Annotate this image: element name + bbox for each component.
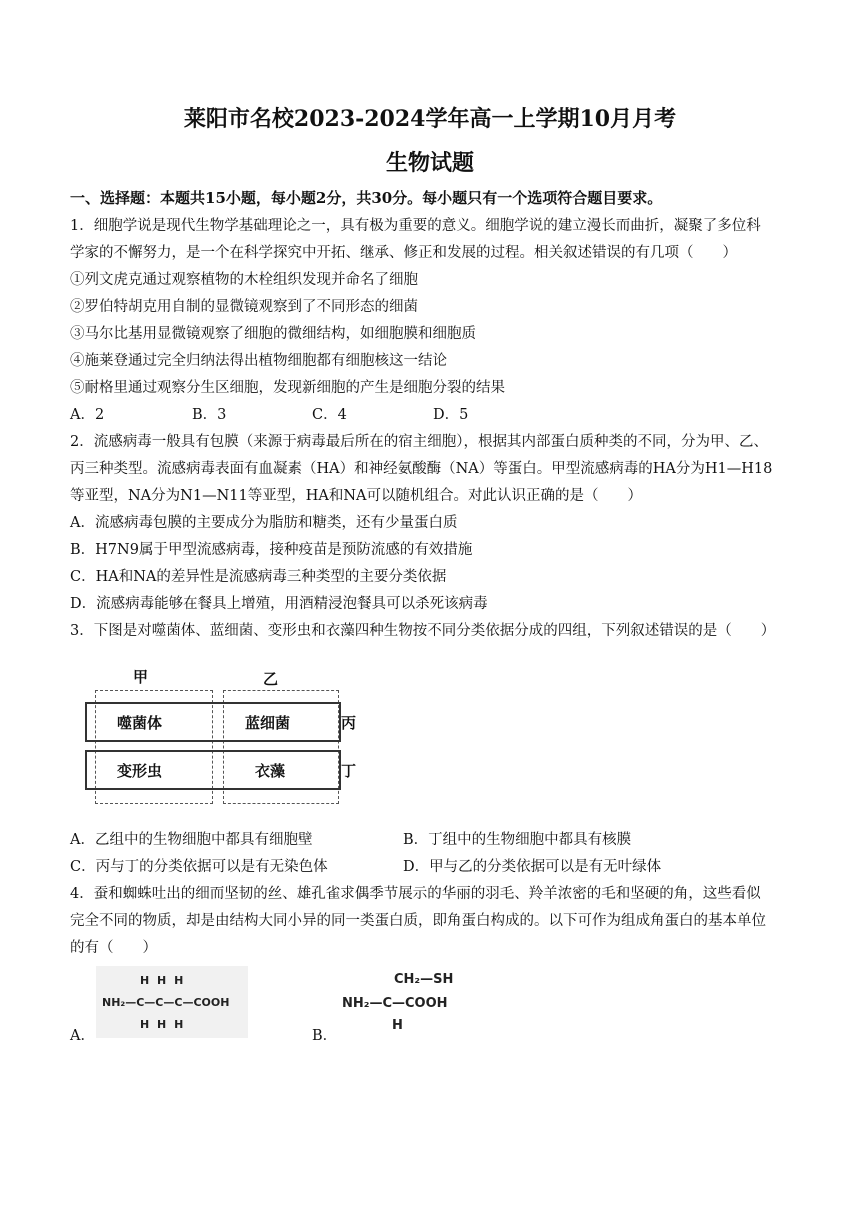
q4-stem-line1: 4．蚕和蜘蛛吐出的细而坚韧的丝、雄孔雀求偶季节展示的华丽的羽毛、羚羊浓密的毛和坚硬的角，这些看似 [70,886,761,902]
q2-option-c: C．HA和NA的差异性是流感病毒三种类型的主要分类依据 [70,569,447,585]
q1-stem-line2: 学家的不懈努力，是一个在科学探究中开拓、继承、修正和发展的过程。相关叙述错误的有几项（ ） [70,245,737,261]
q4-structure-a [96,966,248,1038]
mol-b-main-chain: NH₂—C—COOH [342,996,448,1011]
q2-stem-line2: 丙三种类型。流感病毒表面有血凝素（HA）和神经氨酸酶（NA）等蛋白。甲型流感病毒的HA分为H1—H18 [70,461,773,477]
q3-option-c: C．丙与丁的分类依据可以是有无染色体 [70,859,328,875]
q3-classification-figure [75,660,385,810]
mol-b-bottom-h: H [392,1018,403,1033]
q1-option-c: C．4 [312,407,347,423]
group-label-yi: 乙 [263,670,279,688]
q3-option-b: B．丁组中的生物细胞中都具有核膜 [403,832,632,848]
q2-stem-line1: 2．流感病毒一般具有包膜（来源于病毒最后所在的宿主细胞），根据其内部蛋白质种类的不同，分为甲、乙、 [70,434,768,450]
section-heading: 一、选择题：本题共15小题，每小题2分，共30分。每小题只有一个选项符合题目要求。 [70,189,663,207]
cell-amoeba: 变形虫 [117,762,163,780]
q1-option-d: D．5 [433,407,469,423]
group-label-ding: 丁 [341,762,357,780]
q4-stem-line3: 的有（ ） [70,940,157,956]
q4-structure-b [338,966,488,1038]
exam-subtitle: 生物试题 [385,150,474,176]
q4-option-b-label: B． [312,1028,338,1044]
exam-title: 莱阳市名校2023-2024学年高一上学期10月月考 [183,106,677,132]
mol-b-side-chain: CH₂—SH [394,972,454,987]
q4-stem-line2: 完全不同的物质，却是由结构大同小异的同一类蛋白质，即角蛋白构成的。以下可作为组成角蛋白的基本单位 [70,913,766,929]
cell-bacteriophage: 噬菌体 [117,714,163,732]
q2-option-b: B．H7N9属于甲型流感病毒，接种疫苗是预防流感的有效措施 [70,542,473,558]
q1-option-b: B．3 [192,407,227,423]
q1-option-a: A．2 [70,407,105,423]
q1-item-2: ②罗伯特胡克用自制的显微镜观察到了不同形态的细菌 [70,299,418,315]
q1-stem-line1: 1．细胞学说是现代生物学基础理论之一，具有极为重要的意义。细胞学说的建立漫长而曲折，凝聚了多位科 [70,218,761,234]
cell-chlamydomonas: 衣藻 [255,762,286,780]
q3-stem: 3．下图是对噬菌体、蓝细菌、变形虫和衣藻四种生物按不同分类依据分成的四组，下列叙述错误的是（ ） [70,623,776,639]
group-label-jia: 甲 [133,668,149,686]
q2-option-a: A．流感病毒包膜的主要成分为脂肪和糖类，还有少量蛋白质 [70,515,458,531]
q1-item-5: ⑤耐格里通过观察分生区细胞，发现新细胞的产生是细胞分裂的结果 [70,380,505,396]
mol-a-main-chain: NH₂—C—C—C—COOH [102,996,230,1009]
group-label-bing: 丙 [341,714,357,732]
q1-item-3: ③马尔比基用显微镜观察了细胞的微细结构，如细胞膜和细胞质 [70,326,476,342]
q2-stem-line3: 等亚型，NA分为N1—N11等亚型，HA和NA可以随机组合。对此认识正确的是（ ） [70,488,642,504]
cell-cyanobacteria: 蓝细菌 [245,714,291,732]
q3-option-a: A．乙组中的生物细胞中都具有细胞壁 [70,832,313,848]
q1-item-1: ①列文虎克通过观察植物的木栓组织发现并命名了细胞 [70,272,418,288]
mol-a-top-h: H H H [140,974,186,987]
mol-a-bottom-h: H H H [140,1018,186,1031]
q2-option-d: D．流感病毒能够在餐具上增殖，用酒精浸泡餐具可以杀死该病毒 [70,596,488,612]
q4-option-a-label: A． [70,1028,95,1044]
q1-item-4: ④施莱登通过完全归纳法得出植物细胞都有细胞核这一结论 [70,353,447,369]
q3-option-d: D．甲与乙的分类依据可以是有无叶绿体 [403,859,662,875]
